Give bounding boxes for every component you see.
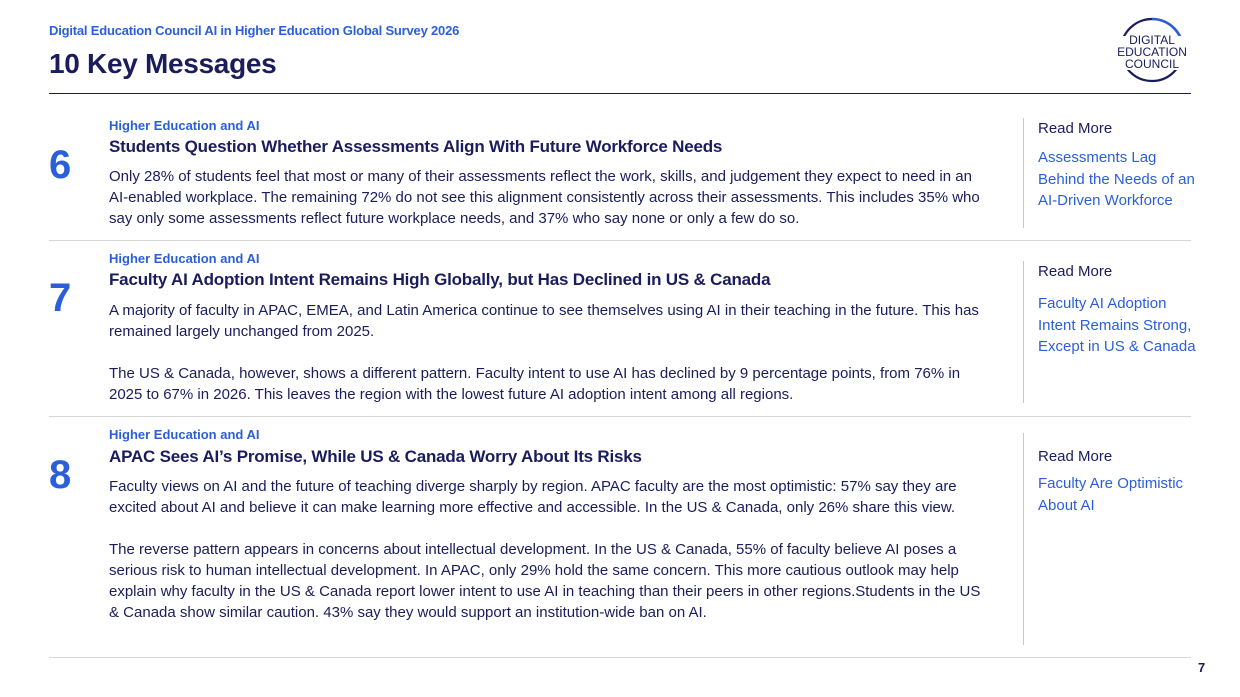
read-more-label: Read More [1038, 448, 1113, 465]
logo-line-3: COUNCIL [1124, 57, 1180, 71]
read-more-panel [1023, 433, 1206, 645]
message-paragraph: The reverse pattern appears in concerns about intellectual development. In the US & Canada, 55% of faculty believe AI poses a serious risk to human intellectual development. In APAC, only 29% hold the same concern. This more cautious outlook may help explain why faculty in the US & Canada report lower intent to use AI in teaching than their peers in other regions.Students in the US & Canada show similar caution. 43% say they would support an institution-wide ban on AI. [109, 541, 981, 621]
survey-label: Digital Education Council AI in Higher Education Global Survey 2026 [49, 23, 460, 38]
key-message-8 [49, 417, 1191, 658]
read-more-label: Read More [1038, 263, 1113, 280]
message-category: Higher Education and AI [109, 251, 260, 266]
message-number: 8 [49, 453, 72, 497]
section-divider [49, 657, 1191, 658]
message-paragraph: Only 28% of students feel that most or many of their assessments reflect the work, skills, and judgement they expect to need in an AI-enabled workplace. The remaining 72% do not see this alignment consistently across their assessments. This includes 35% who say only some assessments reflect future workplace needs, and 37% who say none or only a few do so. [109, 168, 980, 227]
digital-education-council-logo [1112, 16, 1192, 84]
key-message-6 [49, 110, 1195, 241]
message-headline: Faculty AI Adoption Intent Remains High Globally, but Has Declined in US & Canada [109, 270, 771, 289]
message-paragraph: The US & Canada, however, shows a different pattern. Faculty intent to use AI has declined by 9 percentage points, from 76% in 2025 to 67% in 2026. This leaves the region with the lowest future AI adoption intent among all regions. [109, 365, 961, 403]
read-more-panel [1023, 261, 1206, 403]
logo-line-1: DIGITAL [1129, 33, 1175, 47]
message-body [109, 476, 989, 623]
message-number: 7 [49, 276, 72, 320]
message-number: 6 [49, 143, 72, 187]
message-body [109, 166, 989, 229]
message-headline: APAC Sees AI’s Promise, While US & Canada Worry About Its Risks [109, 447, 642, 466]
read-more-label: Read More [1038, 120, 1113, 137]
message-category: Higher Education and AI [109, 427, 260, 442]
message-paragraph: Faculty views on AI and the future of teaching diverge sharply by region. APAC faculty are the most optimistic: 57% say they are excited about AI and believe it can make learning more effective and accessible. In the US & Canada, only 26% share this view. [109, 478, 957, 516]
header-divider [49, 93, 1191, 94]
read-more-link[interactable]: Faculty AI Adoption Intent Remains Strong, Except in US & Canada [1038, 295, 1196, 355]
read-more-panel [1023, 118, 1206, 228]
page-number: 7 [1198, 660, 1206, 675]
read-more-link[interactable]: Assessments Lag Behind the Needs of an AI-Driven Workforce [1038, 149, 1195, 209]
message-headline: Students Question Whether Assessments Align With Future Workforce Needs [109, 137, 723, 156]
message-body [109, 300, 989, 405]
read-more-link[interactable]: Faculty Are Optimistic About AI [1038, 475, 1184, 514]
message-category: Higher Education and AI [109, 118, 260, 133]
message-paragraph: A majority of faculty in APAC, EMEA, and Latin America continue to see themselves using AI in their teaching in the future. This has remained largely unchanged from 2025. [109, 302, 979, 340]
key-message-7 [49, 241, 1196, 417]
logo-line-2: EDUCATION [1117, 45, 1187, 59]
page-title: 10 Key Messages [49, 48, 277, 79]
